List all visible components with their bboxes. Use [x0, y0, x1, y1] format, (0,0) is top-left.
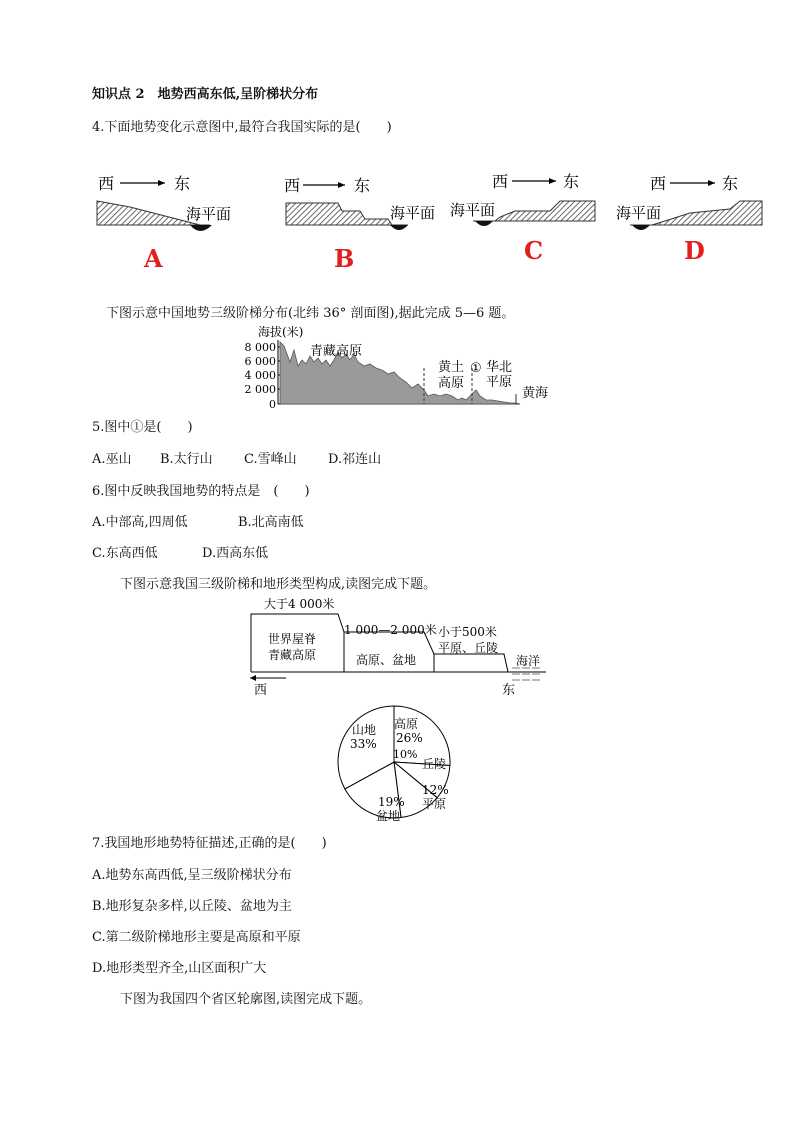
- west-label: 西: [254, 683, 268, 698]
- q6-option-b[interactable]: B.北高南低: [238, 515, 304, 530]
- q4-terrain-diagrams: [90, 165, 780, 275]
- q5-option-a[interactable]: A.巫山: [92, 452, 132, 467]
- option-d-label: D: [684, 236, 705, 265]
- diagram-a-sea-level: 海平面: [186, 205, 232, 223]
- label-qinghai: 青藏高原: [310, 344, 363, 359]
- label-huabei-1: 华北: [486, 360, 513, 375]
- diagram-b: [284, 176, 435, 230]
- diagram-d-west: 西: [650, 174, 667, 193]
- y-tick-2000: 2 000: [244, 383, 276, 396]
- label-loess-2: 高原: [438, 376, 465, 391]
- pie-label-gaoyuan: 高原: [394, 717, 419, 731]
- ocean-label: 海洋: [516, 654, 541, 668]
- y-tick-6000: 6 000: [244, 355, 276, 368]
- pie-label-pingyuan-pct: 12%: [422, 783, 449, 797]
- step2-name: 高原、盆地: [356, 653, 417, 667]
- pie-label-pendi-pct: 19%: [378, 795, 405, 809]
- diagram-c-west: 西: [492, 172, 509, 191]
- pie-label-pendi: 盆地: [376, 809, 401, 823]
- pie-label-shandi-pct: 33%: [350, 737, 377, 751]
- option-c-label: C: [524, 236, 544, 265]
- q6-option-d[interactable]: D.西高东低: [202, 546, 269, 561]
- diagram-c: [450, 172, 595, 226]
- step1-name-1: 世界屋脊: [268, 632, 317, 646]
- profile-y-axis-title: 海拔(米): [258, 325, 304, 339]
- diagram-a: [97, 174, 231, 231]
- option-b-label: B: [334, 244, 355, 273]
- diagram-c-east: 东: [563, 172, 580, 191]
- diagram-b-west: 西: [284, 176, 301, 195]
- question-7-stem: 7.我国地形地势特征描述,正确的是( ): [92, 836, 327, 851]
- label-mark-1: ①: [470, 361, 482, 376]
- y-tick-8000: 8 000: [244, 341, 276, 354]
- step2-height: 1 000—2 000米: [344, 623, 437, 637]
- q7-option-b[interactable]: B.地形复杂多样,以丘陵、盆地为主: [92, 899, 292, 914]
- intro-5-6: 下图示意中国地势三级阶梯分布(北纬 36° 剖面图),据此完成 5—6 题。: [106, 306, 515, 321]
- east-label: 东: [502, 683, 516, 698]
- y-tick-0: 0: [269, 398, 276, 411]
- diagram-b-east: 东: [354, 176, 371, 195]
- option-a-label: A: [144, 244, 163, 273]
- step1-height: 大于4 000米: [264, 597, 335, 611]
- staircase-diagram: [246, 592, 556, 700]
- pie-label-qiuling-pct: 10%: [393, 748, 418, 761]
- q6-option-c[interactable]: C.东高西低: [92, 546, 158, 561]
- question-5-stem: 5.图中①是( ): [92, 420, 193, 435]
- label-huanghai: 黄海: [522, 386, 549, 401]
- q5-option-c[interactable]: C.雪峰山: [244, 452, 297, 467]
- q7-option-d[interactable]: D.地形类型齐全,山区面积广大: [92, 961, 267, 976]
- step3-height: 小于500米: [438, 625, 497, 639]
- question-6-stem: 6.图中反映我国地势的特点是 ( ): [92, 484, 310, 499]
- diagram-d: [616, 174, 762, 230]
- q7-option-a[interactable]: A.地势东高西低,呈三级阶梯状分布: [92, 868, 292, 883]
- step1-name-2: 青藏高原: [268, 648, 317, 662]
- diagram-d-sea-level: 海平面: [616, 204, 662, 222]
- landform-pie-chart: [330, 700, 460, 828]
- pie-label-gaoyuan-pct: 26%: [396, 731, 423, 745]
- q6-option-a[interactable]: A.中部高,四周低: [92, 515, 188, 530]
- label-huabei-2: 平原: [486, 375, 513, 390]
- intro-7: 下图示意我国三级阶梯和地形类型构成,读图完成下题。: [120, 577, 437, 592]
- q5-option-d[interactable]: D.祁连山: [328, 452, 382, 467]
- elevation-profile: [240, 324, 560, 414]
- y-tick-4000: 4 000: [244, 369, 276, 382]
- label-loess-1: 黄土: [438, 360, 465, 375]
- diagram-d-east: 东: [722, 174, 739, 193]
- q5-option-b[interactable]: B.太行山: [160, 452, 213, 467]
- q7-option-c[interactable]: C.第二级阶梯地形主要是高原和平原: [92, 930, 301, 945]
- intro-next: 下图为我国四个省区轮廓图,读图完成下题。: [120, 992, 372, 1007]
- diagram-c-sea-level: 海平面: [450, 201, 496, 219]
- step3-name: 平原、丘陵: [438, 641, 499, 655]
- diagram-b-sea-level: 海平面: [390, 204, 436, 222]
- section-title: 知识点 2 地势西高东低,呈阶梯状分布: [92, 87, 319, 102]
- pie-label-shandi: 山地: [352, 723, 377, 737]
- pie-label-pingyuan: 平原: [422, 797, 447, 811]
- question-4-stem: 4.下面地势变化示意图中,最符合我国实际的是( ): [92, 120, 392, 135]
- pie-label-qiuling: 丘陵: [422, 757, 447, 771]
- diagram-a-west: 西: [98, 174, 115, 193]
- diagram-a-east: 东: [174, 174, 191, 193]
